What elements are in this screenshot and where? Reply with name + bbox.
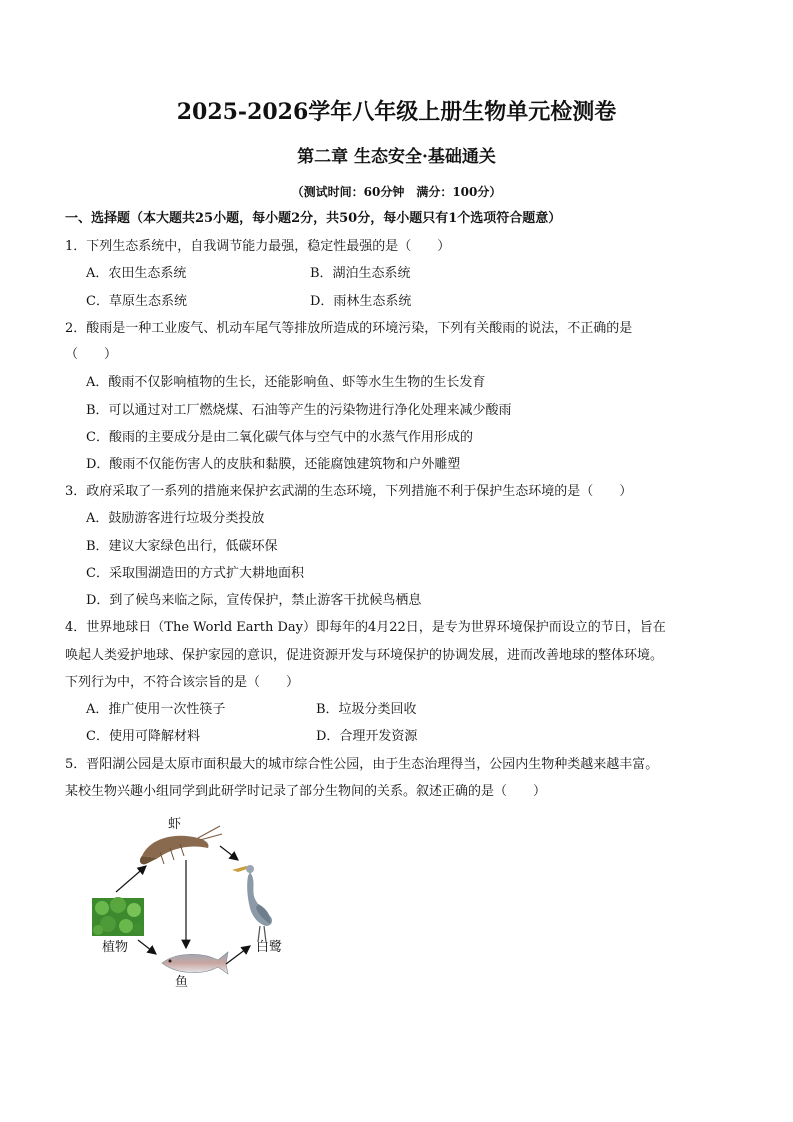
arrow-shrimp-to-egret: [220, 846, 238, 860]
plant-icon: [92, 897, 144, 936]
arrow-plant-to-shrimp: [116, 866, 146, 892]
q1-stem: 1．下列生态系统中，自我调节能力最强，稳定性最强的是（ ）: [65, 239, 451, 254]
q2-option-c: C．酸雨的主要成分是由二氧化碳气体与空气中的水蒸气作用形成的: [86, 430, 473, 445]
page-title: 2025-2026学年八年级上册生物单元检测卷: [176, 99, 617, 125]
q1-option-d: D．雨林生态系统: [310, 294, 412, 309]
fish-icon: [162, 952, 228, 974]
q4-stem-line3: 下列行为中，不符合该宗旨的是（ ）: [65, 675, 300, 690]
page-subtitle: 第二章 生态安全·基础通关: [297, 147, 496, 167]
q1-option-b: B．湖泊生态系统: [310, 266, 411, 281]
q2-option-b: B．可以通过对工厂燃烧煤、石油等产生的污染物进行净化处理来减少酸雨: [86, 403, 512, 418]
q2-option-a: A．酸雨不仅影响植物的生长，还能影响鱼、虾等水生生物的生长发育: [86, 375, 486, 390]
q4-stem-line2: 唤起人类爱护地球、保护家园的意识，促进资源开发与环境保护的协调发展，进而改善地球的整体环境。: [65, 648, 664, 663]
q2-stem-line1: 2．酸雨是一种工业废气、机动车尾气等排放所造成的环境污染，下列有关酸雨的说法，不正确的是: [65, 321, 633, 336]
q3-option-b: B．建议大家绿色出行，低碳环保: [86, 539, 278, 554]
q4-stem-line1: 4．世界地球日（The World Earth Day）即每年的4月22日，是专为世界环境保护而设立的节日，旨在: [65, 620, 666, 635]
q3-stem: 3．政府采取了一系列的措施来保护玄武湖的生态环境，下列措施不利于保护生态环境的是（ ）: [65, 484, 633, 499]
section-heading: 一、选择题（本大题共25小题，每小题2分，共50分，每小题只有1个选项符合题意）: [65, 211, 562, 226]
food-web-diagram: [80, 808, 310, 993]
q5-stem-line2: 某校生物兴趣小组同学到此研学时记录了部分生物间的关系。叙述正确的是（ ）: [65, 784, 547, 799]
arrow-fish-to-egret: [226, 946, 250, 964]
q2-stem-line2: （ ）: [65, 347, 118, 362]
q4-option-c: C．使用可降解材料: [86, 729, 200, 744]
q3-option-a: A．鼓励游客进行垃圾分类投放: [86, 511, 265, 526]
q4-option-b: B．垃圾分类回收: [316, 702, 417, 717]
q1-option-a: A．农田生态系统: [86, 266, 187, 281]
fish-label: 鱼: [175, 975, 189, 990]
test-meta: （测试时间：60分钟 满分：100分）: [291, 185, 502, 199]
plant-label: 植物: [102, 940, 129, 955]
egret-icon: [232, 865, 272, 942]
q2-option-d: D．酸雨不仅能伤害人的皮肤和黏膜，还能腐蚀建筑物和户外雕塑: [86, 457, 461, 472]
arrow-plant-to-fish: [138, 940, 156, 954]
egret-label: 白鹭: [256, 940, 283, 955]
shrimp-label: 虾: [168, 817, 182, 832]
q5-stem-line1: 5．晋阳湖公园是太原市面积最大的城市综合性公园，由于生态治理得当，公园内生物种类越来越丰富。: [65, 757, 659, 772]
q1-option-c: C．草原生态系统: [86, 294, 187, 309]
q4-option-d: D．合理开发资源: [316, 729, 418, 744]
q4-option-a: A．推广使用一次性筷子: [86, 702, 226, 717]
q3-option-d: D．到了候鸟来临之际，宣传保护，禁止游客干扰候鸟栖息: [86, 593, 422, 608]
q3-option-c: C．采取围湖造田的方式扩大耕地面积: [86, 566, 304, 581]
